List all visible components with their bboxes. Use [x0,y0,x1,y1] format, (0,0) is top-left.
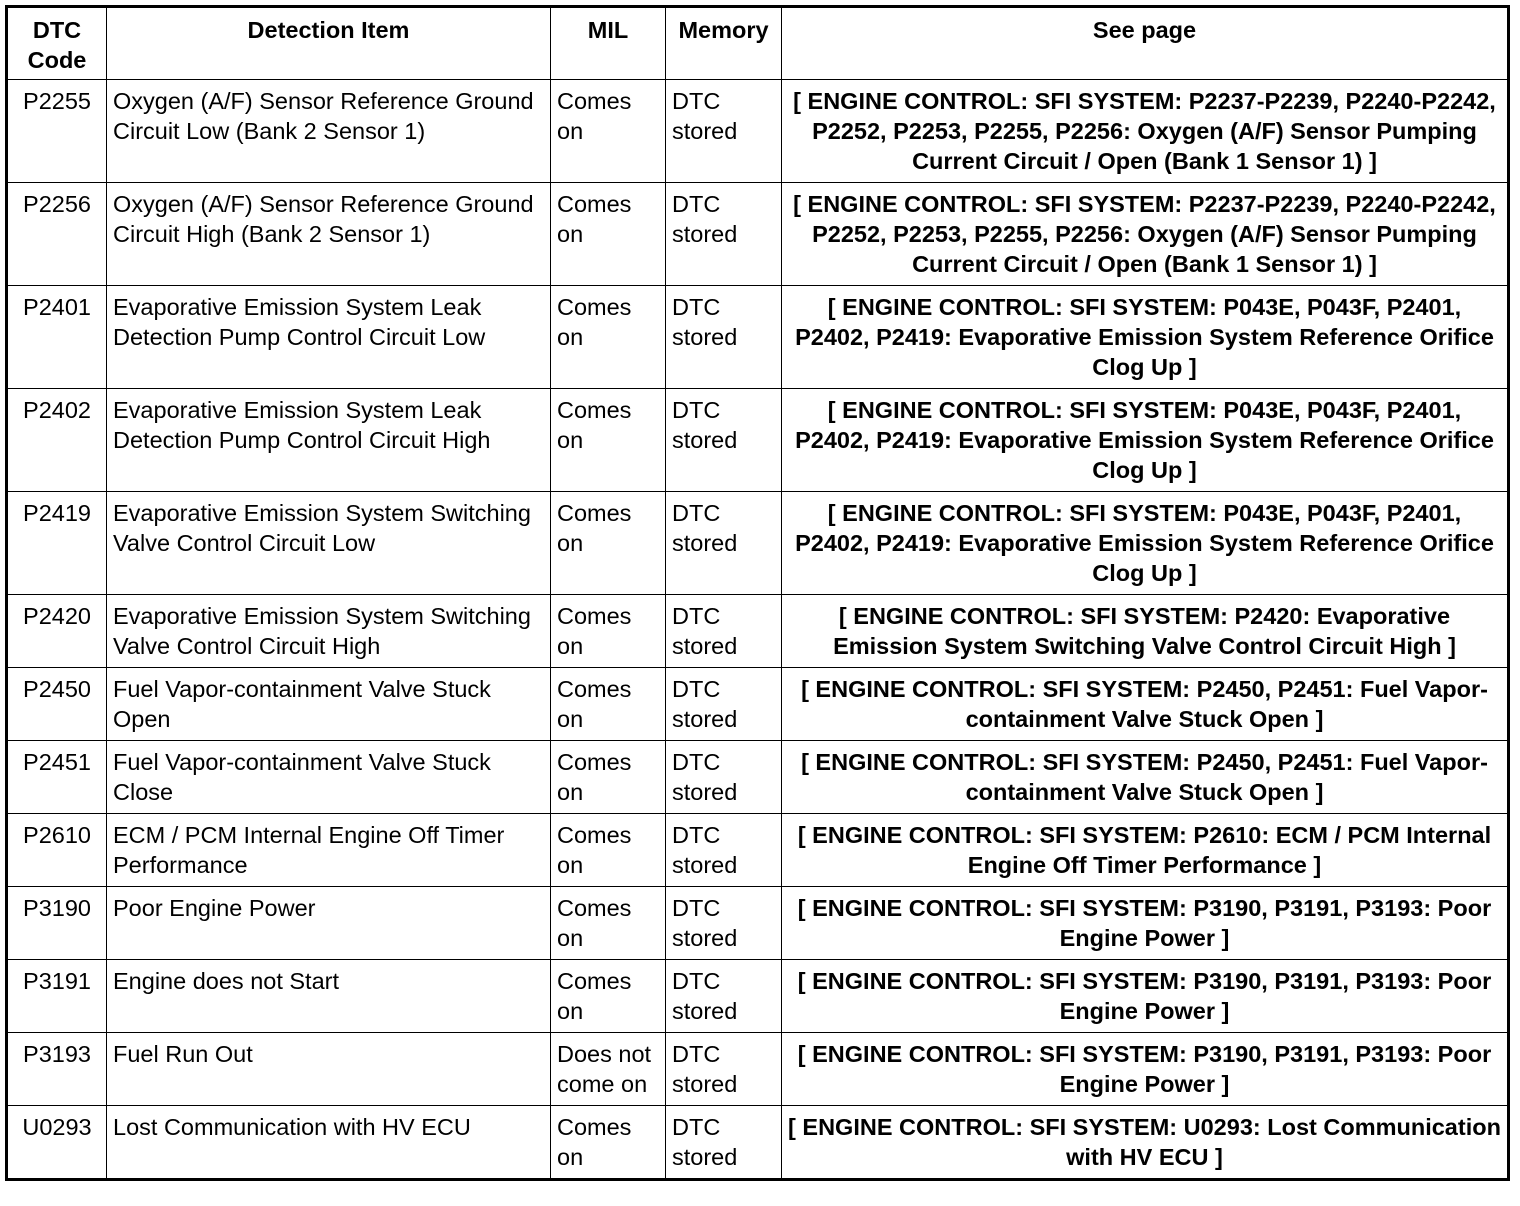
dtc-code-cell: P2419 [7,492,107,595]
detection-item-cell: Oxygen (A/F) Sensor Reference Ground Circuit High (Bank 2 Sensor 1) [107,183,551,286]
mil-cell: Does not come on [551,1033,666,1106]
mil-cell: Comes on [551,80,666,183]
header-see-page: See page [782,7,1509,80]
see-page-cell [782,389,1509,492]
see-page-link[interactable]: [ ENGINE CONTROL: SFI SYSTEM: P2610: ECM / PCM Internal Engine Off Timer Performance ] [797,822,1492,878]
mil-cell: Comes on [551,492,666,595]
dtc-code-cell: P2450 [7,668,107,741]
table-row [7,741,1509,814]
table-row [7,595,1509,668]
see-page-cell [782,286,1509,389]
dtc-code-cell: P2402 [7,389,107,492]
header-row [7,7,1509,80]
memory-cell: DTC stored [666,1106,782,1180]
mil-cell: Comes on [551,814,666,887]
see-page-cell [782,814,1509,887]
dtc-code-cell: P2420 [7,595,107,668]
table-row [7,80,1509,183]
see-page-cell [782,80,1509,183]
see-page-cell [782,183,1509,286]
see-page-cell [782,492,1509,595]
dtc-code-cell: P3191 [7,960,107,1033]
mil-cell: Comes on [551,668,666,741]
dtc-code-cell: P2256 [7,183,107,286]
dtc-code-cell: P2401 [7,286,107,389]
dtc-code-cell: P2451 [7,741,107,814]
mil-cell: Comes on [551,389,666,492]
memory-cell: DTC stored [666,668,782,741]
header-detection-item: Detection Item [107,7,551,80]
detection-item-cell: Poor Engine Power [107,887,551,960]
table-header [7,7,1509,80]
table-row [7,492,1509,595]
memory-cell: DTC stored [666,1033,782,1106]
see-page-cell [782,960,1509,1033]
mil-cell: Comes on [551,887,666,960]
memory-cell: DTC stored [666,80,782,183]
detection-item-cell: Fuel Vapor-containment Valve Stuck Open [107,668,551,741]
see-page-link[interactable]: [ ENGINE CONTROL: SFI SYSTEM: P3190, P3191, P3193: Poor Engine Power ] [797,1041,1492,1097]
table-body [7,80,1509,1180]
memory-cell: DTC stored [666,595,782,668]
see-page-cell [782,1033,1509,1106]
see-page-link[interactable]: [ ENGINE CONTROL: SFI SYSTEM: P2237-P2239, P2240-P2242, P2252, P2253, P2255, P2256: Oxygen (A/F) Sensor Pumping Current Circuit / Open (Bank 1 Sensor 1) ] [793,191,1496,277]
table-row [7,389,1509,492]
detection-item-cell: Evaporative Emission System Switching Valve Control Circuit High [107,595,551,668]
detection-item-cell: ECM / PCM Internal Engine Off Timer Performance [107,814,551,887]
mil-cell: Comes on [551,595,666,668]
dtc-code-cell: P3190 [7,887,107,960]
memory-cell: DTC stored [666,286,782,389]
see-page-link[interactable]: [ ENGINE CONTROL: SFI SYSTEM: P3190, P3191, P3193: Poor Engine Power ] [797,895,1492,951]
header-dtc-code: DTC Code [7,7,107,80]
memory-cell: DTC stored [666,183,782,286]
table-row [7,1033,1509,1106]
table-row [7,668,1509,741]
memory-cell: DTC stored [666,492,782,595]
detection-item-cell: Evaporative Emission System Leak Detection Pump Control Circuit High [107,389,551,492]
dtc-code-cell: U0293 [7,1106,107,1180]
see-page-link[interactable]: [ ENGINE CONTROL: SFI SYSTEM: P3190, P3191, P3193: Poor Engine Power ] [797,968,1492,1024]
memory-cell: DTC stored [666,814,782,887]
see-page-link[interactable]: [ ENGINE CONTROL: SFI SYSTEM: P2450, P2451: Fuel Vapor-containment Valve Stuck Open ] [801,676,1488,732]
memory-cell: DTC stored [666,887,782,960]
memory-cell: DTC stored [666,389,782,492]
see-page-link[interactable]: [ ENGINE CONTROL: SFI SYSTEM: P043E, P043F, P2401, P2402, P2419: Evaporative Emission System Reference Orifice Clog Up ] [795,397,1494,483]
memory-cell: DTC stored [666,960,782,1033]
see-page-cell [782,741,1509,814]
dtc-code-cell: P2610 [7,814,107,887]
dtc-code-cell: P3193 [7,1033,107,1106]
memory-cell: DTC stored [666,741,782,814]
table-row [7,1106,1509,1180]
see-page-cell [782,1106,1509,1180]
see-page-cell [782,595,1509,668]
see-page-link[interactable]: [ ENGINE CONTROL: SFI SYSTEM: U0293: Lost Communication with HV ECU ] [788,1114,1501,1170]
see-page-link[interactable]: [ ENGINE CONTROL: SFI SYSTEM: P2237-P2239, P2240-P2242, P2252, P2253, P2255, P2256: Oxygen (A/F) Sensor Pumping Current Circuit / Open (Bank 1 Sensor 1) ] [793,88,1496,174]
see-page-link[interactable]: [ ENGINE CONTROL: SFI SYSTEM: P043E, P043F, P2401, P2402, P2419: Evaporative Emission System Reference Orifice Clog Up ] [795,294,1494,380]
table-row [7,183,1509,286]
table-row [7,960,1509,1033]
header-mil: MIL [551,7,666,80]
detection-item-cell: Fuel Vapor-containment Valve Stuck Close [107,741,551,814]
dtc-table [5,5,1510,1181]
table-row [7,286,1509,389]
mil-cell: Comes on [551,1106,666,1180]
see-page-link[interactable]: [ ENGINE CONTROL: SFI SYSTEM: P043E, P043F, P2401, P2402, P2419: Evaporative Emission System Reference Orifice Clog Up ] [795,500,1494,586]
table-row [7,814,1509,887]
see-page-cell [782,887,1509,960]
see-page-cell [782,668,1509,741]
see-page-link[interactable]: [ ENGINE CONTROL: SFI SYSTEM: P2420: Evaporative Emission System Switching Valve Control Circuit High ] [833,603,1456,659]
detection-item-cell: Engine does not Start [107,960,551,1033]
detection-item-cell: Lost Communication with HV ECU [107,1106,551,1180]
header-memory: Memory [666,7,782,80]
mil-cell: Comes on [551,741,666,814]
see-page-link[interactable]: [ ENGINE CONTROL: SFI SYSTEM: P2450, P2451: Fuel Vapor-containment Valve Stuck Open ] [801,749,1488,805]
mil-cell: Comes on [551,960,666,1033]
detection-item-cell: Fuel Run Out [107,1033,551,1106]
mil-cell: Comes on [551,183,666,286]
mil-cell: Comes on [551,286,666,389]
detection-item-cell: Evaporative Emission System Switching Valve Control Circuit Low [107,492,551,595]
table-row [7,887,1509,960]
detection-item-cell: Oxygen (A/F) Sensor Reference Ground Circuit Low (Bank 2 Sensor 1) [107,80,551,183]
dtc-code-cell: P2255 [7,80,107,183]
detection-item-cell: Evaporative Emission System Leak Detection Pump Control Circuit Low [107,286,551,389]
